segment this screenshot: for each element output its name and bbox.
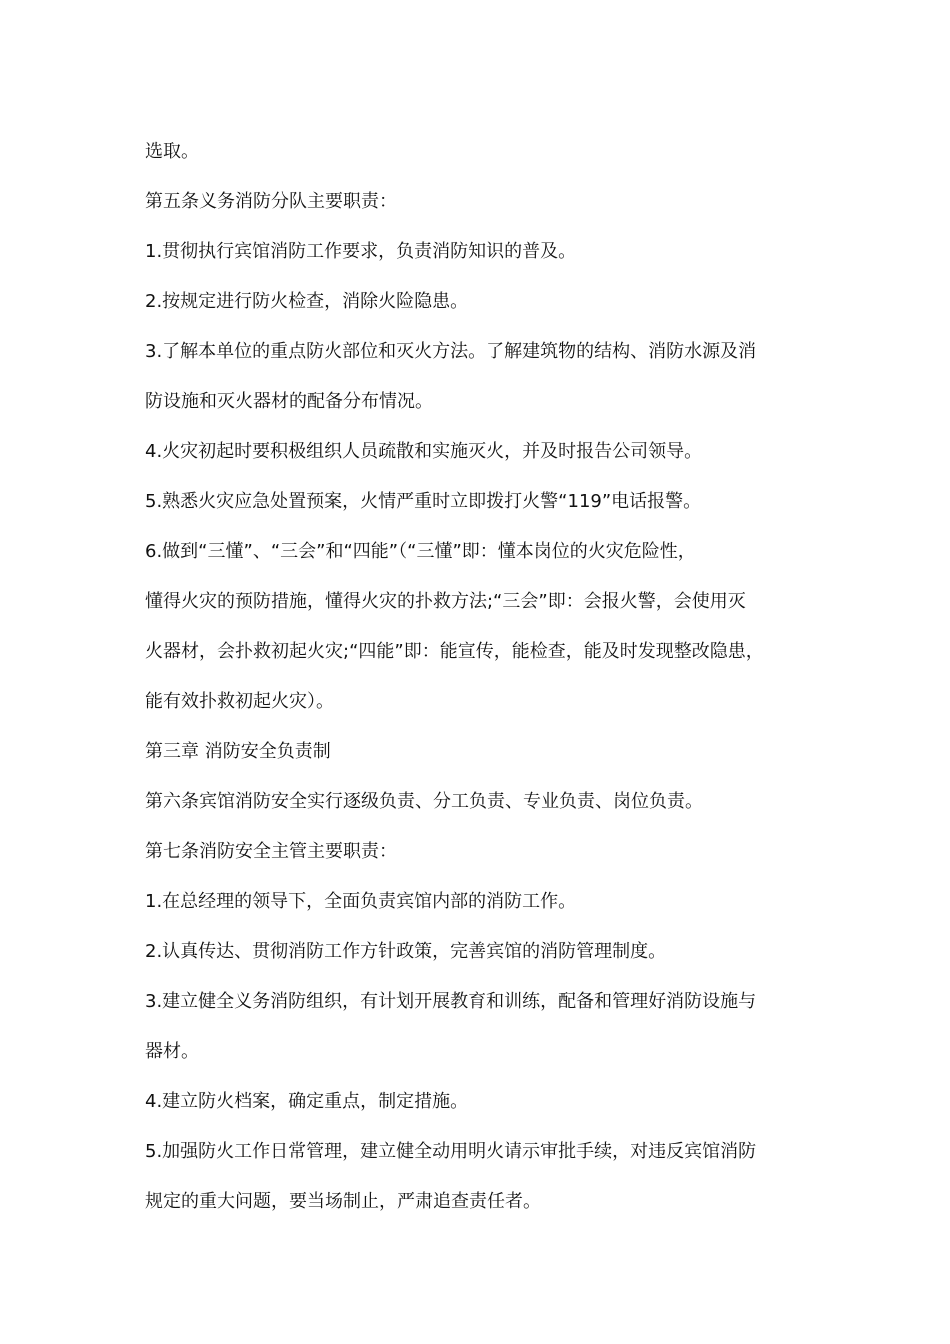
list-item: 2.按规定进行防火检查，消除火险隐患。 xyxy=(145,291,469,312)
text-line: 防设施和灭火器材的配备分布情况。 xyxy=(145,391,433,412)
article-heading: 第五条义务消防分队主要职责： xyxy=(145,191,397,212)
text-line: 懂得火灾的预防措施，懂得火灾的扑救方法;“三会”即：会报火警，会使用灭 xyxy=(145,591,746,612)
text-line: 选取。 xyxy=(145,141,199,162)
list-item: 4.火灾初起时要积极组织人员疏散和实施灭火，并及时报告公司领导。 xyxy=(145,441,703,462)
list-item: 1.贯彻执行宾馆消防工作要求，负责消防知识的普及。 xyxy=(145,241,577,262)
article-heading: 第七条消防安全主管主要职责： xyxy=(145,841,397,862)
list-item: 2.认真传达、贯彻消防工作方针政策，完善宾馆的消防管理制度。 xyxy=(145,941,667,962)
text-line: 火器材，会扑救初起火灾;“四能”即：能宣传，能检查，能及时发现整改隐患， xyxy=(145,641,764,662)
list-item: 1.在总经理的领导下，全面负责宾馆内部的消防工作。 xyxy=(145,891,577,912)
text-line: 能有效扑救初起火灾）。 xyxy=(145,691,334,712)
text-line: 规定的重大问题，要当场制止，严肃追查责任者。 xyxy=(145,1191,541,1212)
list-item: 6.做到“三懂”、“三会”和“四能”（“三懂”即：懂本岗位的火灾危险性， xyxy=(145,541,696,562)
text-line: 器材。 xyxy=(145,1041,199,1062)
list-item: 3.了解本单位的重点防火部位和灭火方法。了解建筑物的结构、消防水源及消 xyxy=(145,341,757,362)
article-heading: 第六条宾馆消防安全实行逐级负责、分工负责、专业负责、岗位负责。 xyxy=(145,791,703,812)
document-body xyxy=(145,127,825,1227)
list-item: 4.建立防火档案，确定重点，制定措施。 xyxy=(145,1091,469,1112)
list-item: 5.加强防火工作日常管理，建立健全动用明火请示审批手续，对违反宾馆消防 xyxy=(145,1141,757,1162)
list-item: 5.熟悉火灾应急处置预案，火情严重时立即拨打火警“119”电话报警。 xyxy=(145,491,702,512)
list-item: 3.建立健全义务消防组织，有计划开展教育和训练，配备和管理好消防设施与 xyxy=(145,991,757,1012)
chapter-heading: 第三章 消防安全负责制 xyxy=(145,741,331,762)
